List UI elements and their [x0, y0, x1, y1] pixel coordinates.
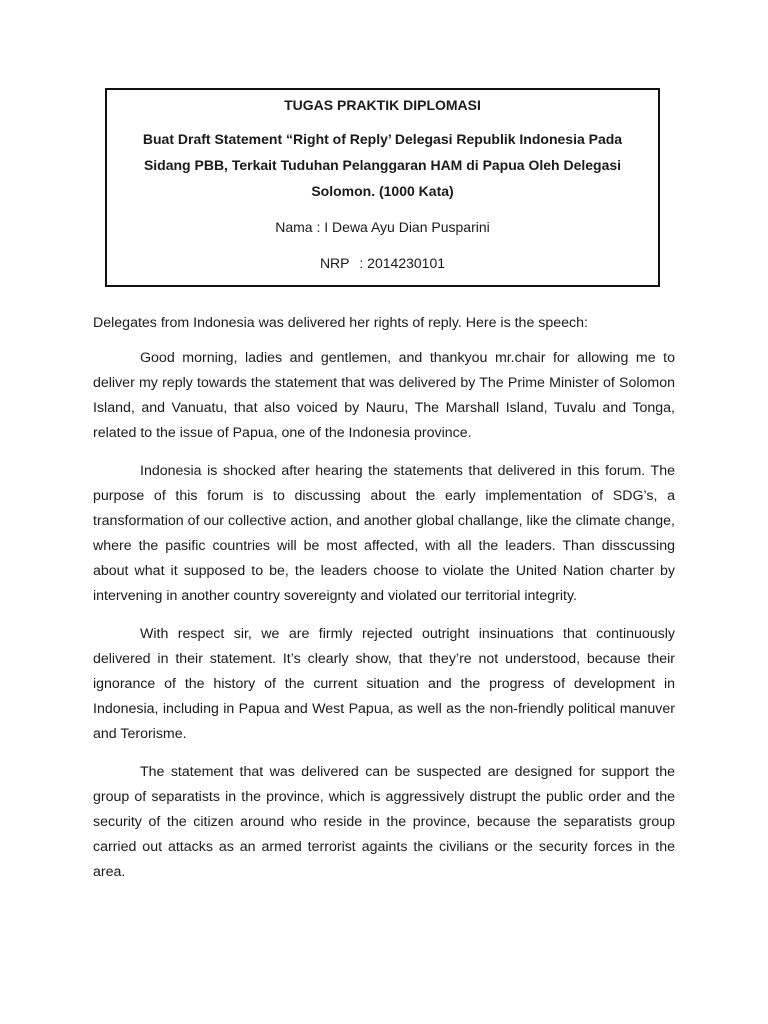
assignment-header-box [105, 88, 660, 287]
student-name-line: Nama : I Dewa Ayu Dian Pusparini [275, 219, 490, 235]
assignment-title: TUGAS PRAKTIK DIPLOMASI [284, 97, 481, 113]
speech-paragraph-2: Indonesia is shocked after hearing the statements that delivered in this forum. The purpose of this forum is to discussing about the early implementation of SDG’s, a transformation of our collective action, and another global challange, like the climate change, where the pasific countries will be most affected, with all the leaders. Than disscussing about what it supposed to be, the leaders choose to violate the United Nation charter by intervening in another country sovereignty and violated our territorial integrity. [93, 463, 675, 604]
student-name-label: Nama [275, 219, 313, 235]
speech-paragraph-4: The statement that was delivered can be suspected are designed for support the group of separatists in the province, which is aggressively distrupt the public order and the security of the citizen around who reside in the province, because the separatists group carried out attacks as an armed terrorist againts the civilians or the security forces in the area. [93, 764, 675, 880]
student-name-value: I Dewa Ayu Dian Pusparini [324, 219, 490, 235]
student-nrp-line: NRP : 2014230101 [319, 255, 446, 271]
speech-paragraph-1: Good morning, ladies and gentlemen, and thankyou mr.chair for allowing me to deliver my reply towards the statement that was delivered by The Prime Minister of Solomon Island, and Vanuatu, that also voiced by Nauru, The Marshall Island, Tuvalu and Tonga, related to the issue of Papua, one of the Indonesia province. [93, 350, 675, 441]
assignment-instruction: Buat Draft Statement “Right of Reply’ Delegasi Republik Indonesia Pada Sidang PBB, Terkait Tuduhan Pelanggaran HAM di Papua Oleh Delegasi Solomon. (1000 Kata) [142, 131, 623, 199]
student-nrp-label: NRP [319, 255, 350, 271]
student-nrp-value: 2014230101 [367, 255, 446, 271]
speech-paragraph-3: With respect sir, we are firmly rejected outright insinuations that continuously delivered in their statement. It’s clearly show, that they’re not understood, because their ignorance of the history of the current situation and the progress of development in Indonesia, including in Papua and West Papua, as well as the non-friendly political manuver and Terorisme. [93, 626, 675, 742]
speech-intro: Delegates from Indonesia was delivered her rights of reply. Here is the speech: [93, 315, 588, 331]
speech-body [93, 311, 675, 898]
